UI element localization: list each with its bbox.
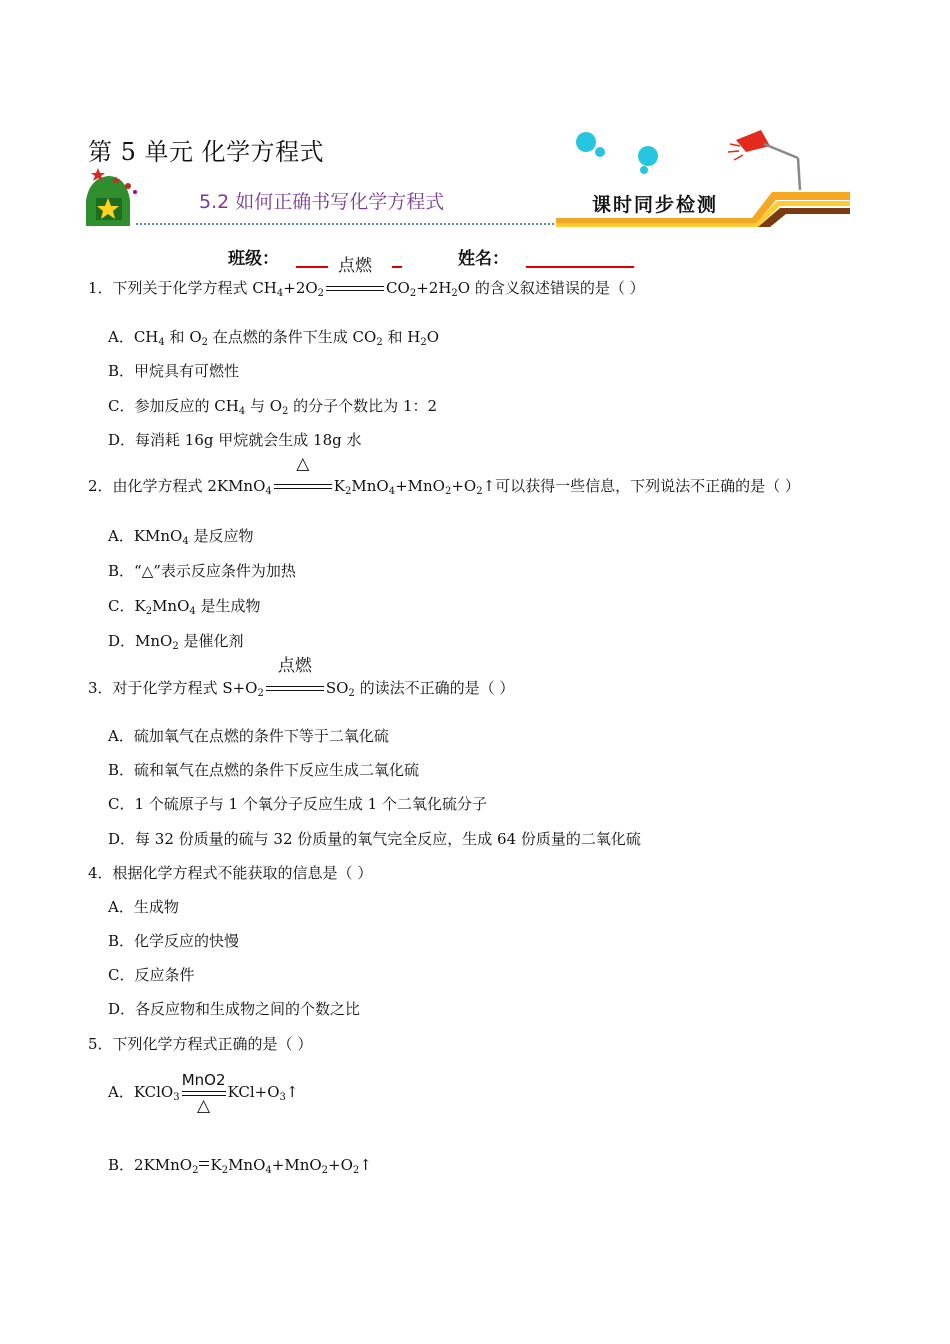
option-4b[interactable]: B．化学反应的快慢 [108, 932, 240, 950]
question-3: 3．对于化学方程式 $S+O_2$ 点燃 $SO_2$ 的读法不正确的是（ ） [88, 656, 515, 699]
name-label: 姓名： [458, 249, 509, 269]
section-title: 5.2 如何正确书写化学方程式 [199, 191, 445, 213]
equation-arrow: 点燃 [324, 278, 386, 298]
option-3a[interactable]: A．硫加氧气在点燃的条件下等于二氧化硫 [108, 727, 389, 745]
bubble-icon [595, 147, 605, 157]
question-4: 4．根据化学方程式不能获取的信息是（ ） [88, 864, 373, 882]
option-4a[interactable]: A．生成物 [108, 898, 179, 916]
unit-title: 第 5 单元 化学方程式 [88, 138, 325, 166]
equation-arrow: MnO2 △ [181, 1071, 226, 1116]
bubble-icon [640, 166, 648, 174]
option-2d[interactable]: D．MnO$_2$ 是催化剂 [108, 632, 244, 652]
equation-arrow: 点燃 [264, 678, 326, 698]
option-3d[interactable]: D．每 32 份质量的硫与 32 份质量的氧气完全反应，生成 64 份质量的二氧化硫 [108, 830, 641, 848]
option-2b[interactable]: B．“△”表示反应条件为加热 [108, 562, 296, 580]
lamp-icon [728, 130, 800, 190]
question-1: 1．下列关于化学方程式 $CH_4+2O_2$ 点燃 $CO_2+2H_2O$ 的含义叙述错误的是（ ） [88, 256, 645, 299]
option-3c[interactable]: C．1 个硫原子与 1 个氧分子反应生成 1 个二氧化硫分子 [108, 795, 487, 813]
equation-arrow: △ [272, 476, 334, 496]
name-field[interactable] [526, 266, 634, 268]
bubble-icon [638, 146, 658, 166]
bubble-icon [576, 132, 596, 152]
option-5b[interactable]: B．2KMnO$_2$ $K_2MnO_4+MnO_2+O_2↑$ [108, 1156, 372, 1176]
option-4c[interactable]: C．反应条件 [108, 966, 195, 984]
question-5: 5．下列化学方程式正确的是（ ） [88, 1035, 313, 1053]
question-2: 2．由化学方程式 2KMnO$_4$ △ $K_2MnO_4+MnO_2+O_2↑$可以获得一些信息，下列说法不正确的是（ ） [88, 454, 800, 497]
sync-check-label: 课时同步检测 [592, 194, 719, 216]
option-1b[interactable]: B．甲烷具有可燃性 [108, 362, 240, 380]
option-1a[interactable]: A．$CH_4$ 和 $O_2$ 在点燃的条件下生成 $CO_2$ 和 $H_2O$ [108, 328, 439, 348]
option-2a[interactable]: A．KMnO$_4$ 是反应物 [108, 527, 254, 547]
class-field-tail [392, 266, 402, 268]
option-3b[interactable]: B．硫和氧气在点燃的条件下反应生成二氧化硫 [108, 761, 420, 779]
equals-sign [199, 1161, 209, 1166]
option-5a[interactable]: A．KClO$_3$ MnO2 △ $KCl+O_3↑$ [108, 1071, 299, 1116]
option-4d[interactable]: D．各反应物和生成物之间的个数之比 [108, 1000, 361, 1018]
option-1d[interactable]: D．每消耗 16g 甲烷就会生成 18g 水 [108, 431, 362, 449]
option-1c[interactable]: C．参加反应的 $CH_4$ 与 $O_2$ 的分子个数比为 1：2 [108, 397, 438, 417]
class-label: 班级： [228, 249, 279, 269]
option-2c[interactable]: C．$K_2MnO_4$ 是生成物 [108, 597, 261, 617]
